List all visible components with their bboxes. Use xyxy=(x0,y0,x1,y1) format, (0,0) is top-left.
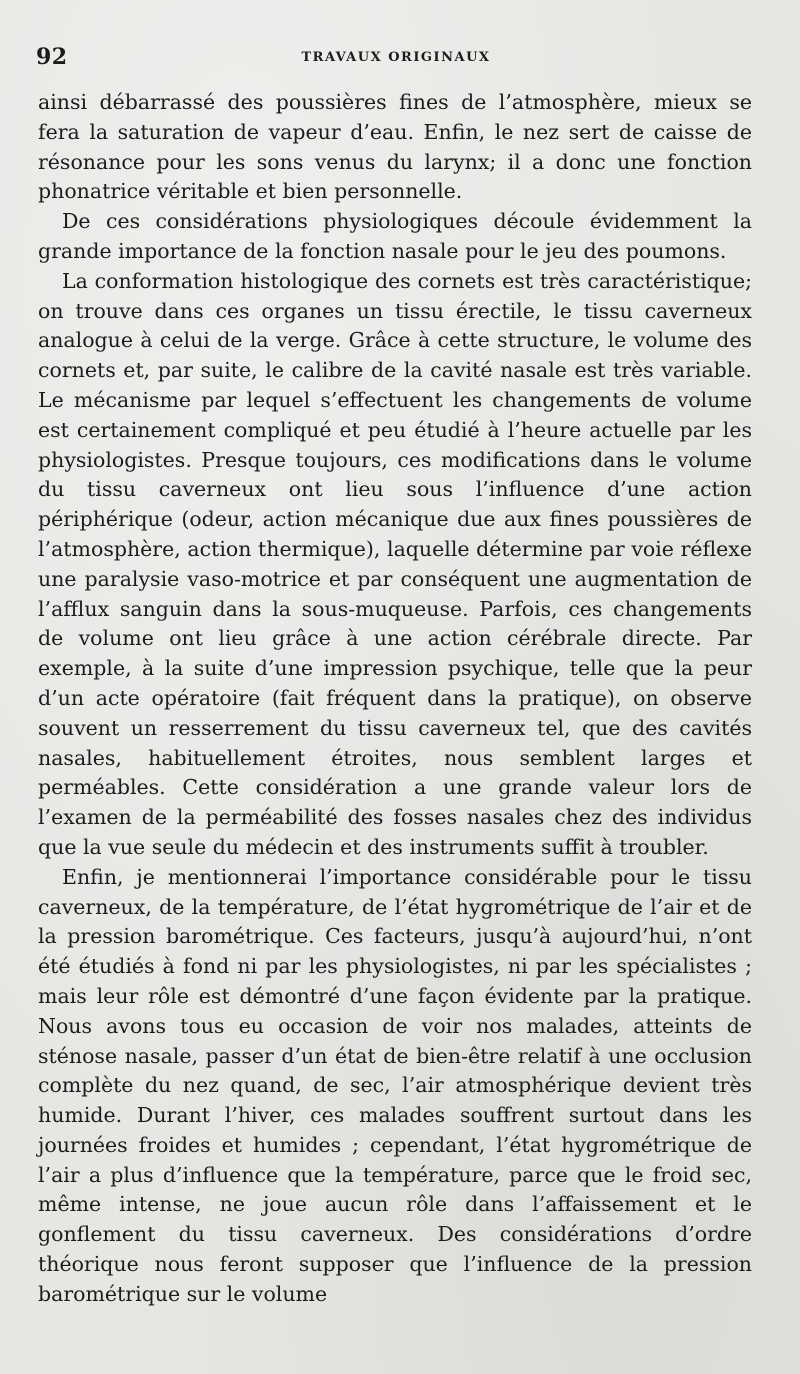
page-header xyxy=(36,44,756,74)
running-head: TRAVAUX ORIGINAUX xyxy=(301,50,491,65)
paragraph: De ces considérations physiologiques découle évidemment la grande importance de la fonction nasale pour le jeu des poumons. xyxy=(38,209,752,263)
page-number: 92 xyxy=(36,44,68,70)
paragraph: Enfin, je mentionnerai l’importance considérable pour le tissu caverneux, de la température, de l’état hygrométrique de l’air et de la pression barométrique. Ces facteurs, jusqu’à aujourd’hui, n’ont été étudiés à fond ni par les physiologistes, ni par les spécialistes ; mais leur rôle est démontré d’une façon évidente par la pratique. Nous avons tous eu occasion de voir nos malades, atteints de sténose nasale, passer d’un état de bien-être relatif à une occlusion complète du nez quand, de sec, l’air atmosphérique devient très humide. Durant l’hiver, ces malades souffrent surtout dans les journées froides et humides ; cependant, l’état hygrométrique de l’air a plus d’influence que la température, parce que le froid sec, même intense, ne joue aucun rôle dans l’affaissement et le gonflement du tissu caverneux. Des considérations d’ordre théorique nous feront supposer que l’influence de la pression barométrique sur le volume xyxy=(38,864,752,1306)
paragraph: La conformation histologique des cornets est très caractéristique; on trouve dans ces organes un tissu érectile, le tissu caverneux analogue à celui de la verge. Grâce à cette structure, le volume des cornets et, par suite, le calibre de la cavité nasale est très variable. Le mécanisme par lequel s’effectuent les changements de volume est certainement compliqué et peu étudié à l’heure actuelle par les physiologistes. Presque toujours, ces modifications dans le volume du tissu caverneux ont lieu sous l’influence d’une action périphérique (odeur, action mécanique due aux fines poussières de l’atmosphère, action thermique), laquelle détermine par voie réflexe une paralysie vaso-motrice et par conséquent une augmentation de l’afflux sanguin dans la sous-muqueuse. Parfois, ces changements de volume ont lieu grâce à une action cérébrale directe. Par exemple, à la suite d’une impression psychique, telle que la peur d’un acte opératoire (fait fréquent dans la pratique), on observe souvent un resserrement du tissu caverneux tel, que des cavités nasales, habituellement étroites, nous semblent larges et perméables. Cette considération a une grande valeur lors de l’examen de la perméabilité des fosses nasales chez des individus que la vue seule du médecin et des instruments suffit à troubler. xyxy=(38,268,752,859)
paragraph: ainsi débarrassé des poussières fines de l’atmosphère, mieux se fera la saturation de vapeur d’eau. Enfin, le nez sert de caisse de résonance pour les sons venus du larynx; il a donc une fonction phonatrice véritable et bien personnelle. xyxy=(38,90,752,204)
body-text xyxy=(38,88,752,1310)
